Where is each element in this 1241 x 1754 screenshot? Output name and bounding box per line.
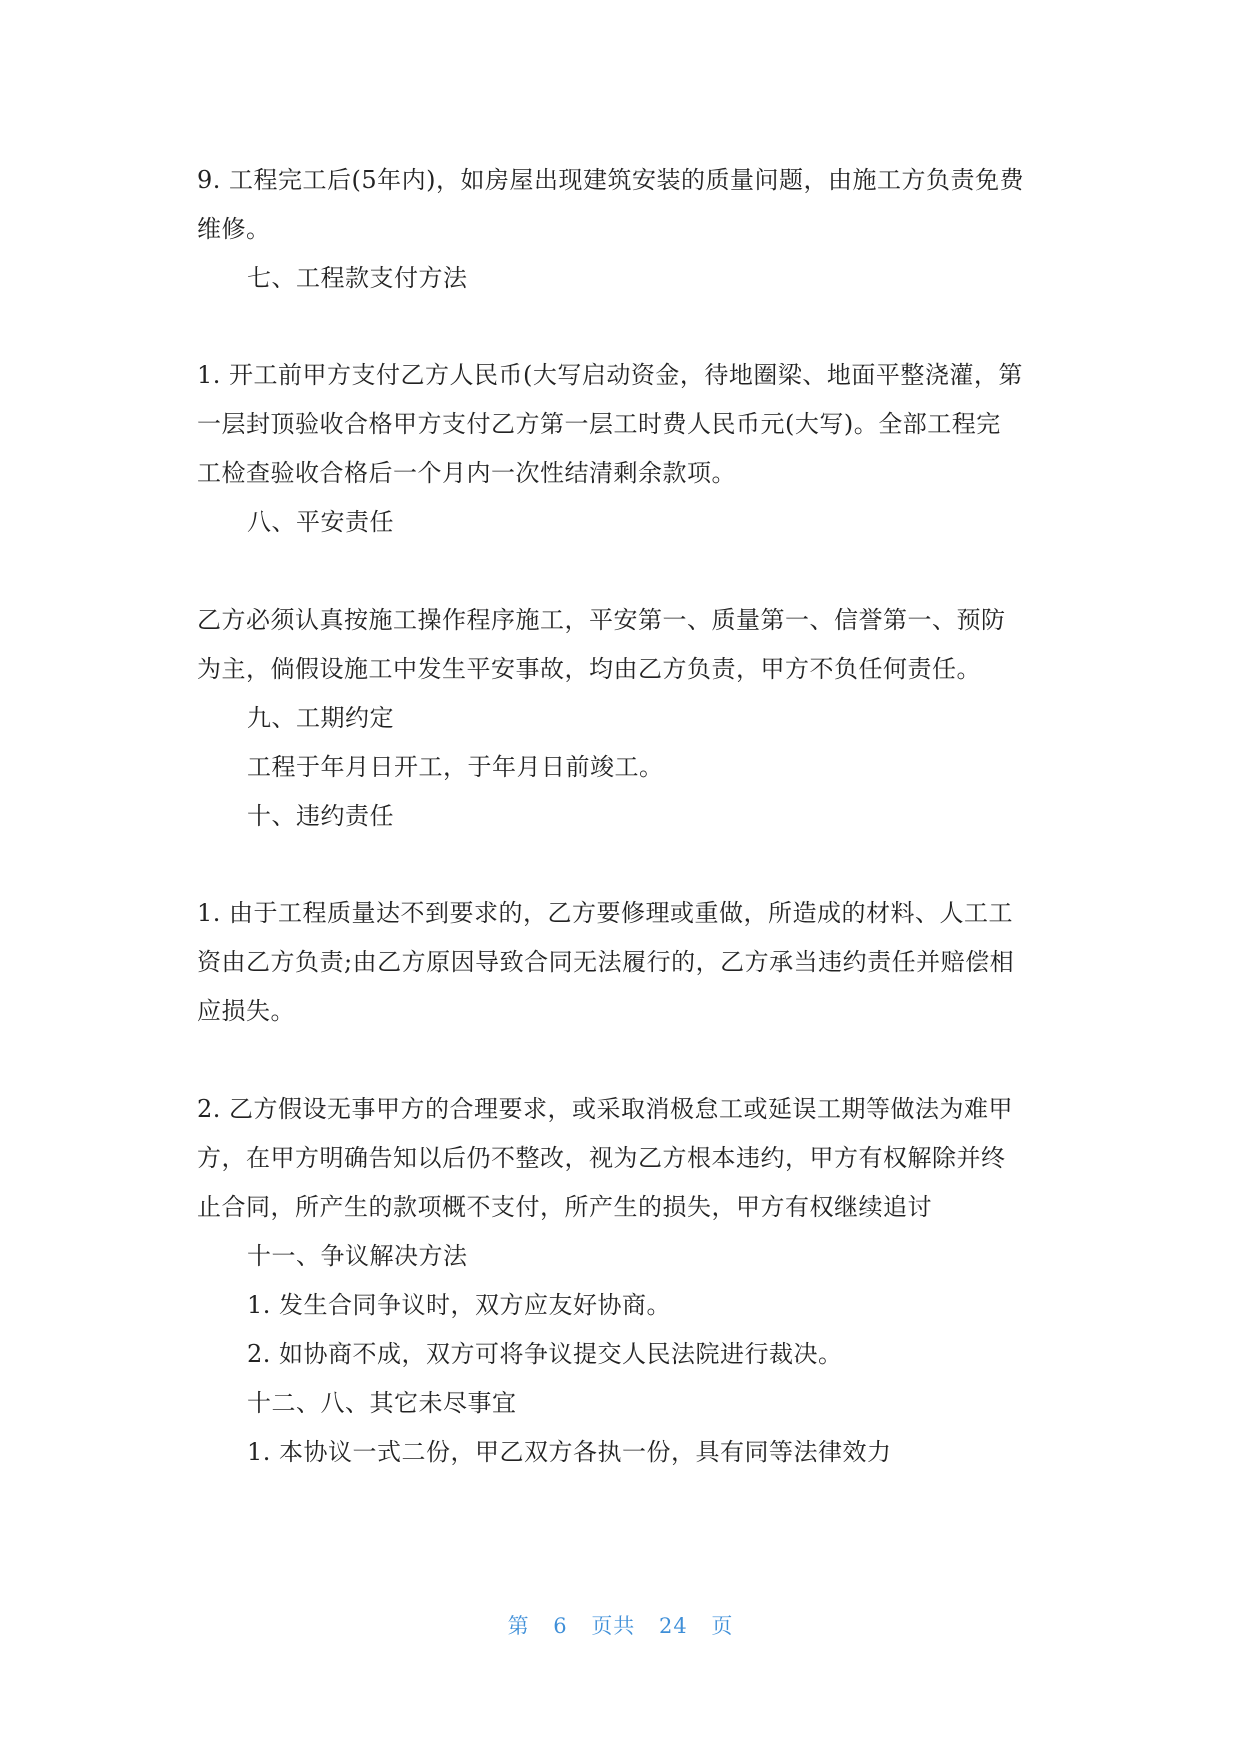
section-heading: 八、平安责任 — [247, 508, 394, 536]
footer-suffix: 页 — [711, 1614, 734, 1638]
text-line: 维修。 — [197, 215, 271, 243]
footer-middle: 页共 — [591, 1614, 636, 1638]
text-line: 工检查验收合格后一个月内一次性结清剩余款项。 — [197, 459, 736, 487]
text-line: 工程于年月日开工，于年月日前竣工。 — [247, 753, 664, 781]
text-line: 1. 本协议一式二份，甲乙双方各执一份，具有同等法律效力 — [247, 1438, 892, 1466]
footer-page-number: 6 — [553, 1614, 568, 1638]
text-line: 1. 发生合同争议时，双方应友好协商。 — [247, 1291, 672, 1319]
section-heading: 七、工程款支付方法 — [247, 264, 468, 292]
text-line: 方，在甲方明确告知以后仍不整改，视为乙方根本违约，甲方有权解除并终 — [197, 1144, 1006, 1172]
text-line: 止合同，所产生的款项概不支付，所产生的损失，甲方有权继续追讨 — [197, 1193, 932, 1221]
text-line: 乙方必须认真按施工操作程序施工，平安第一、质量第一、信誉第一、预防 — [197, 606, 1006, 634]
footer-total-pages: 24 — [659, 1614, 688, 1638]
section-heading: 十二、八、其它未尽事宜 — [247, 1389, 517, 1417]
section-heading: 九、工期约定 — [247, 704, 394, 732]
text-line: 为主，倘假设施工中发生平安事故，均由乙方负责，甲方不负任何责任。 — [197, 655, 981, 683]
text-line: 1. 开工前甲方支付乙方人民币(大写启动资金，待地圈梁、地面平整浇灌，第 — [197, 361, 1023, 389]
text-line: 资由乙方负责;由乙方原因导致合同无法履行的，乙方承当违约责任并赔偿相 — [197, 948, 1015, 976]
text-line: 2. 乙方假设无事甲方的合理要求，或采取消极怠工或延误工期等做法为难甲 — [197, 1095, 1014, 1123]
page-footer — [0, 1610, 1241, 1640]
text-line: 一层封顶验收合格甲方支付乙方第一层工时费人民币元(大写)。全部工程完 — [197, 410, 1001, 438]
text-line: 9. 工程完工后(5年内)，如房屋出现建筑安装的质量问题，由施工方负责免费 — [197, 166, 1025, 194]
section-heading: 十一、争议解决方法 — [247, 1242, 468, 1270]
footer-prefix: 第 — [507, 1614, 530, 1638]
text-line: 应损失。 — [197, 997, 295, 1025]
text-line: 1. 由于工程质量达不到要求的，乙方要修理或重做，所造成的材料、人工工 — [197, 899, 1014, 927]
text-line: 2. 如协商不成，双方可将争议提交人民法院进行裁决。 — [247, 1340, 843, 1368]
section-heading: 十、违约责任 — [247, 802, 394, 830]
